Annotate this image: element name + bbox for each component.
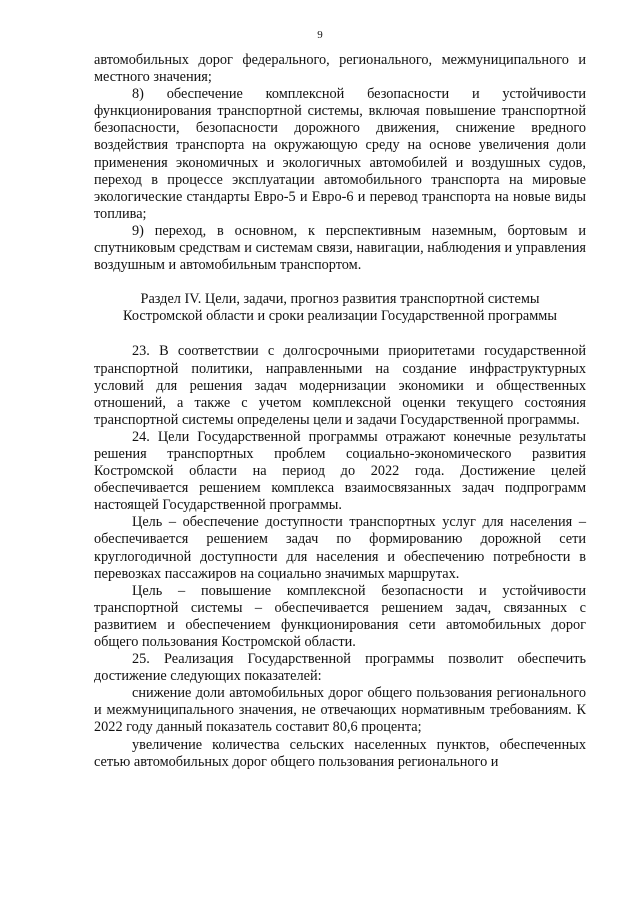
paragraph-24: 24. Цели Государственной программы отражают конечные результаты решения транспортных проблем социально-экономического развития Костромской области на период до 2022 года. Достижение целей обеспечивается решением комплекса взаимосвязанных задач подпрограмм настоящей Государственной программы. xyxy=(94,428,586,514)
section-heading xyxy=(94,291,586,325)
page-number: 9 xyxy=(317,29,323,41)
paragraph-goal-safety: Цель – повышение комплексной безопасности и устойчивости транспортной системы – обеспечивается решением задач, связанных с развитием и обеспечением функционирования сети автомобильных дорог общего пользования Костромской области. xyxy=(94,582,586,650)
section-heading-line-2: Костромской области и сроки реализации Государственной программы xyxy=(123,308,557,325)
paragraph-indicator-2: увеличение количества сельских населенных пунктов, обеспеченных сетью автомобильных дорог общего пользования регионального и xyxy=(94,736,586,770)
paragraph-23: 23. В соответствии с долгосрочными приоритетами государственной транспортной политики, направленными на создание инфраструктурных условий для решения задач модернизации экономики и общественных отношений, а также с учетом комплексной оценки текущего состояния транспортной системы определены цели и задачи Государственной программы. xyxy=(94,343,586,428)
spacer xyxy=(94,274,586,291)
paragraph-25: 25. Реализация Государственной программы позволит обеспечить достижение следующих показателей: xyxy=(94,651,586,685)
paragraph-continuation: автомобильных дорог федерального, регионального, межмуниципального и местного значения; xyxy=(94,52,586,86)
paragraph-indicator-1: снижение доли автомобильных дорог общего пользования регионального и межмуниципального значения, не отвечающих нормативным требованиям. К 2022 году данный показатель составит 80,6 процента; xyxy=(94,685,586,736)
paragraph-goal-accessibility: Цель – обеспечение доступности транспортных услуг для населения – обеспечивается решением задач по формированию дорожной сети круглогодичной доступности для населения и обеспечению потребности в перевозках пассажиров на социально значимых маршрутах. xyxy=(94,514,586,582)
section-heading-line-1: Раздел IV. Цели, задачи, прогноз развития транспортной системы xyxy=(140,291,540,308)
document-body xyxy=(94,52,586,771)
paragraph-item-8: 8) обеспечение комплексной безопасности и устойчивости функционирования транспортной системы, включая повышение транспортной безопасности, безопасности дорожного движения, снижение вредного воздействия транспорта на окружающую среду на основе увеличения доли применения экономичных и экологичных автомобилей и воздушных судов, переход в процессе эксплуатации автомобильного транспорта на мировые экологические стандарты Евро-5 и Евро-6 и перевод транспорта на новые виды топлива; xyxy=(94,86,586,222)
spacer xyxy=(94,325,586,343)
paragraph-item-9: 9) переход, в основном, к перспективным наземным, бортовым и спутниковым средствам и системам связи, навигации, наблюдения и управления воздушным и автомобильным транспортом. xyxy=(94,222,586,274)
